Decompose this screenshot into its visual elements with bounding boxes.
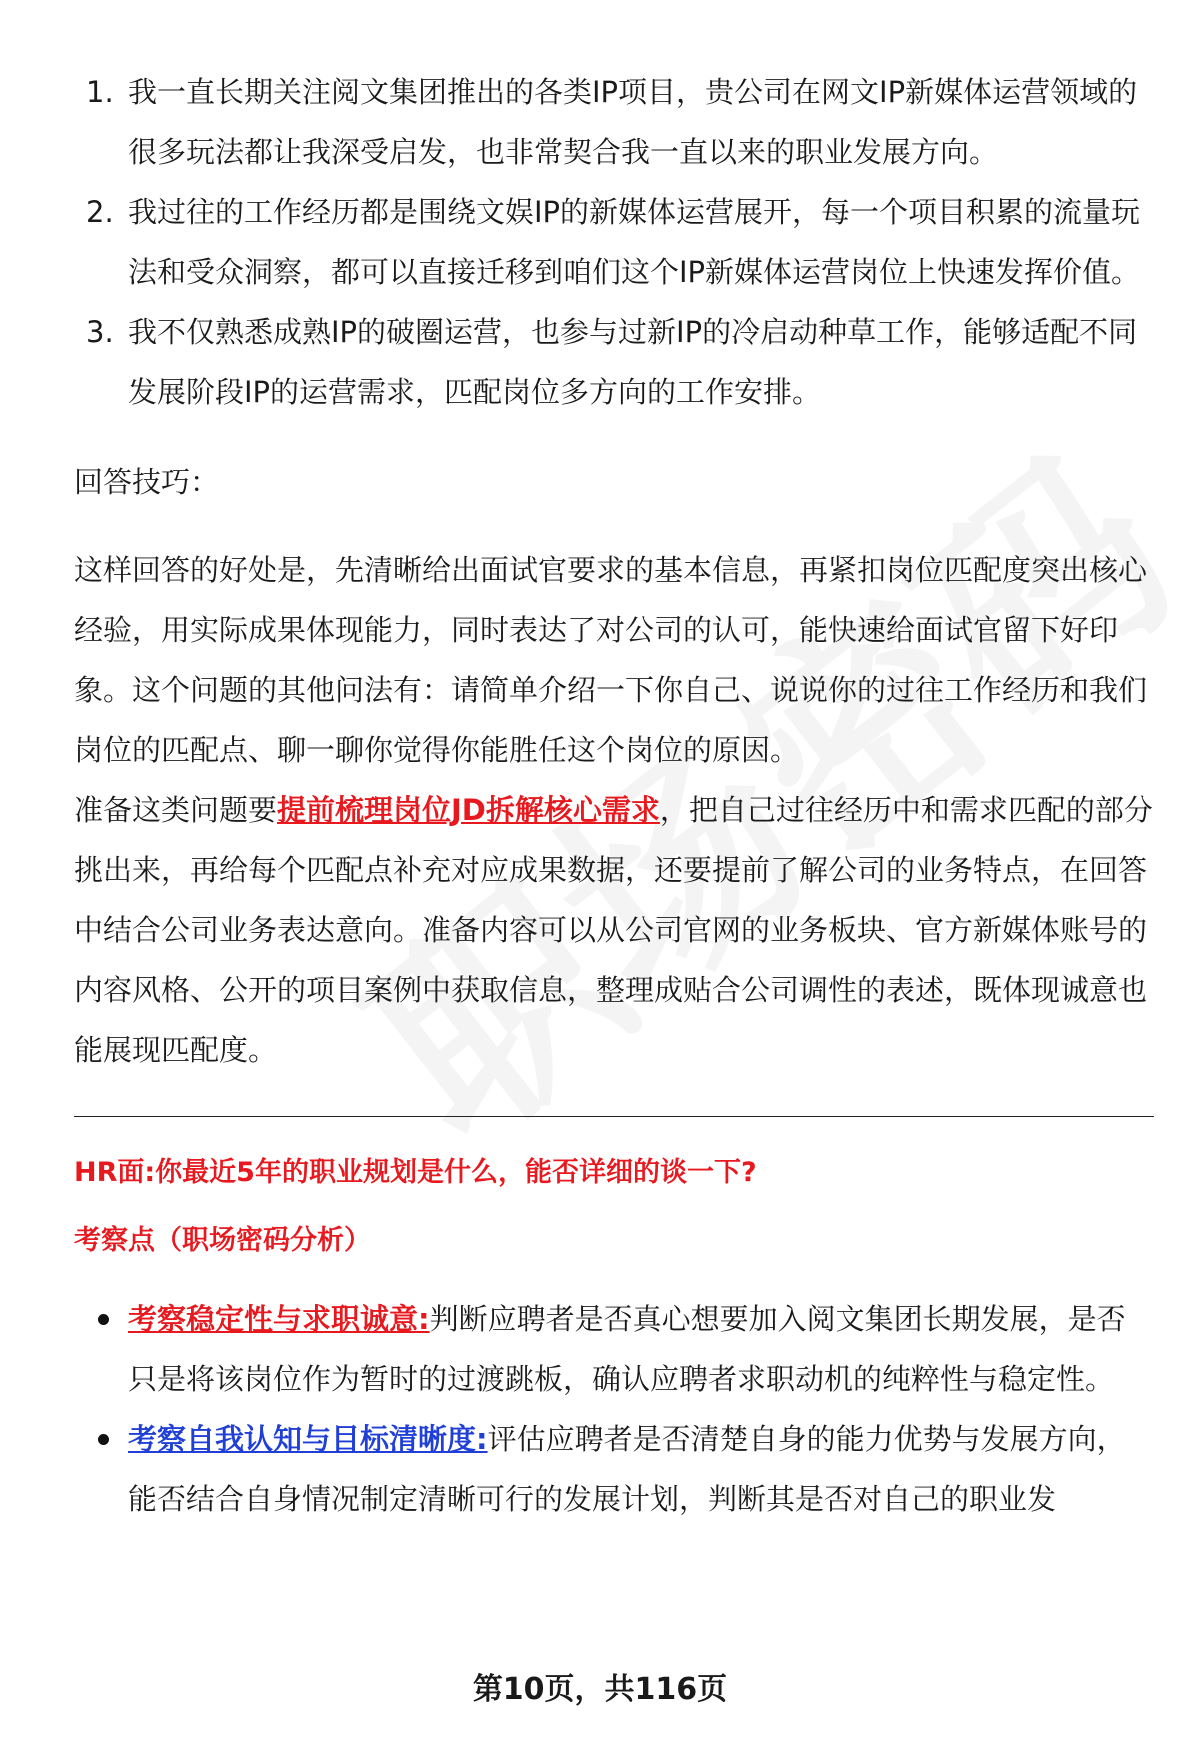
bullet-text: 判断应聘者是否真心想要加入阅文集团长期发展，是否只是将该岗位作为暂时的过渡跳板，确认应聘者求职动机的纯粹性与稳定性。 bbox=[128, 1302, 1126, 1396]
para-text: 准备这类问题要 bbox=[74, 793, 278, 827]
numbered-list bbox=[74, 62, 1154, 422]
highlight-text: 提前梳理岗位JD拆解核心需求 bbox=[277, 793, 660, 827]
list-text: 我过往的工作经历都是围绕文娱IP的新媒体运营展开，每一个项目积累的流量玩法和受众洞察，都可以直接迁移到咱们这个IP新媒体运营岗位上快速发挥价值。 bbox=[128, 195, 1141, 289]
bullet-icon bbox=[98, 1314, 109, 1325]
para-text: ，把自己过往经历中和需求匹配的部分挑出来，再给每个匹配点补充对应成果数据，还要提前了解公司的业务特点，在回答中结合公司业务表达意向。准备内容可以从公司官网的业务板块、官方新媒体账号的内容风格、公开的项目案例中获取信息，整理成贴合公司调性的表述，既体现诚意也能展现匹配度。 bbox=[74, 793, 1153, 1067]
exam-points-list bbox=[74, 1289, 1154, 1529]
section-divider bbox=[74, 1116, 1154, 1117]
tips-paragraph: 这样回答的好处是，先清晰给出面试官要求的基本信息，再紧扣岗位匹配度突出核心经验，用实际成果体现能力，同时表达了对公司的认可，能快速给面试官留下好印象。这个问题的其他问法有：请简单介绍一下你自己、说说你的过往工作经历和我们岗位的匹配点、聊一聊你觉得你能胜任这个岗位的原因。 bbox=[74, 553, 1148, 767]
bullet-label: 考察自我认知与目标清晰度: bbox=[128, 1422, 488, 1456]
list-number: 2. bbox=[86, 195, 114, 229]
bullet-icon bbox=[98, 1434, 109, 1445]
document-body bbox=[74, 62, 1154, 1529]
exam-points-title: 考察点（职场密码分析） bbox=[74, 1225, 371, 1256]
list-text: 我不仅熟悉成熟IP的破圈运营，也参与过新IP的冷启动种草工作，能够适配不同发展阶段IP的运营需求，匹配岗位多方向的工作安排。 bbox=[128, 315, 1138, 409]
list-number: 1. bbox=[86, 75, 114, 109]
tips-paragraph-2 bbox=[74, 780, 1154, 1080]
list-item bbox=[74, 1289, 1154, 1409]
list-item bbox=[74, 62, 1154, 182]
list-item bbox=[74, 302, 1154, 422]
page-number: 第10页，共116页 bbox=[472, 1672, 728, 1707]
list-text: 我一直长期关注阅文集团推出的各类IP项目，贵公司在网文IP新媒体运营领域的很多玩法都让我深受启发，也非常契合我一直以来的职业发展方向。 bbox=[128, 75, 1138, 169]
bullet-text: 评估应聘者是否清楚自身的能力优势与发展方向，能否结合自身情况制定清晰可行的发展计划，判断其是否对自己的职业发 bbox=[128, 1422, 1126, 1516]
list-item bbox=[74, 1409, 1154, 1529]
bullet-label: 考察稳定性与求职诚意: bbox=[128, 1302, 430, 1336]
list-number: 3. bbox=[86, 315, 114, 349]
question-title: HR面:你最近5年的职业规划是什么，能否详细的谈一下? bbox=[74, 1157, 757, 1188]
tips-heading: 回答技巧： bbox=[74, 465, 220, 499]
list-item bbox=[74, 182, 1154, 302]
